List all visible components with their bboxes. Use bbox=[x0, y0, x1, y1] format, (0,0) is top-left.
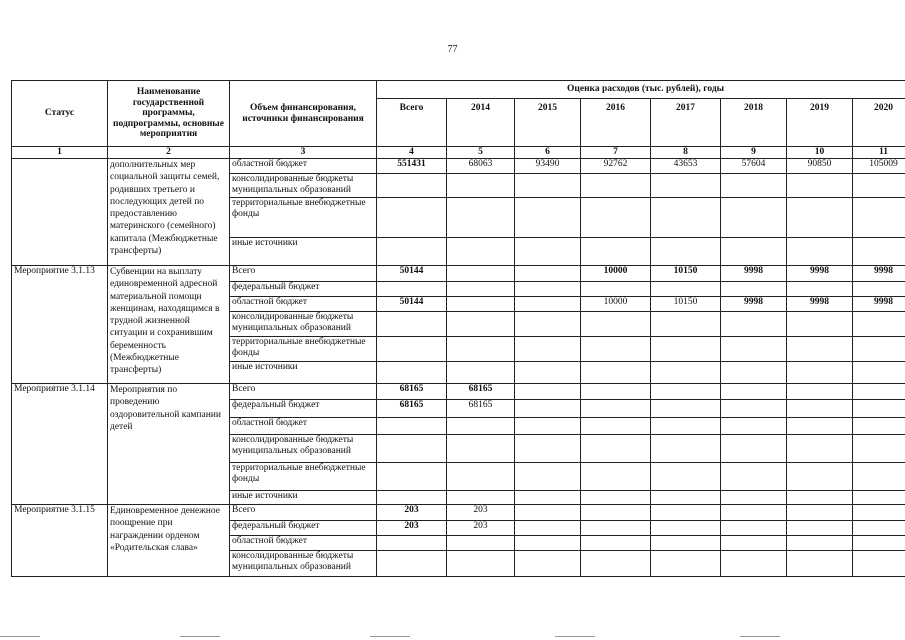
header-estimate: Оценка расходов (тыс. рублей), годы bbox=[377, 81, 905, 99]
value-cell bbox=[651, 312, 721, 337]
header-year: 2014 bbox=[447, 99, 515, 147]
table-body bbox=[12, 159, 905, 577]
value-cell: 203 bbox=[377, 521, 447, 536]
value-cell bbox=[447, 198, 515, 238]
value-cell bbox=[581, 198, 651, 238]
value-cell bbox=[787, 384, 853, 400]
value-cell bbox=[787, 491, 853, 505]
value-cell: 9998 bbox=[853, 266, 905, 282]
value-cell bbox=[581, 505, 651, 521]
value-cell bbox=[581, 551, 651, 577]
value-cell bbox=[515, 238, 581, 266]
value-cell: 43653 bbox=[651, 159, 721, 174]
value-cell bbox=[651, 282, 721, 297]
value-cell bbox=[447, 238, 515, 266]
value-cell bbox=[447, 435, 515, 463]
value-cell bbox=[721, 551, 787, 577]
value-cell bbox=[721, 505, 787, 521]
value-cell bbox=[787, 435, 853, 463]
funding-source: областной бюджет bbox=[230, 297, 377, 312]
funding-source: территориальные внебюджетные фонды bbox=[230, 198, 377, 238]
value-cell: 10000 bbox=[581, 266, 651, 282]
value-cell bbox=[853, 384, 905, 400]
value-cell bbox=[721, 384, 787, 400]
value-cell bbox=[853, 400, 905, 418]
value-cell bbox=[787, 400, 853, 418]
value-cell bbox=[721, 521, 787, 536]
value-cell bbox=[447, 282, 515, 297]
row-name: дополнительных мер социальной защиты семей, родивших третьего и последующих детей по предоставлению материнского (семейного) капитала (Межбюджетные трансферты) bbox=[108, 159, 230, 266]
value-cell: 9998 bbox=[721, 266, 787, 282]
table-row bbox=[12, 505, 905, 521]
value-cell bbox=[515, 198, 581, 238]
value-cell bbox=[377, 551, 447, 577]
value-cell: 9998 bbox=[787, 266, 853, 282]
value-cell bbox=[515, 551, 581, 577]
funding-source: Всего bbox=[230, 266, 377, 282]
value-cell bbox=[853, 505, 905, 521]
value-cell bbox=[377, 435, 447, 463]
value-cell bbox=[721, 238, 787, 266]
funding-source: иные источники bbox=[230, 238, 377, 266]
value-cell bbox=[377, 312, 447, 337]
value-cell bbox=[515, 418, 581, 435]
header-year: 2019 bbox=[787, 99, 853, 147]
value-cell bbox=[515, 282, 581, 297]
value-cell: 10150 bbox=[651, 266, 721, 282]
value-cell bbox=[651, 337, 721, 362]
header-year: 2018 bbox=[721, 99, 787, 147]
budget-table bbox=[11, 80, 905, 577]
funding-source: областной бюджет bbox=[230, 418, 377, 435]
page-number: 77 bbox=[447, 44, 458, 55]
row-name: Субвенции на выплату единовременной адресной материальной помощи женщинам, находящимся в трудной жизненной ситуации и сохранившим беременность (Межбюджетные трансферты) bbox=[108, 266, 230, 384]
funding-source: консолидированные бюджеты муниципальных образований bbox=[230, 435, 377, 463]
header-status: Статус bbox=[12, 81, 108, 147]
value-cell bbox=[447, 536, 515, 551]
value-cell bbox=[515, 312, 581, 337]
value-cell bbox=[651, 551, 721, 577]
row-status bbox=[12, 159, 108, 266]
value-cell bbox=[651, 521, 721, 536]
value-cell bbox=[853, 362, 905, 384]
value-cell: 9998 bbox=[787, 297, 853, 312]
value-cell bbox=[651, 418, 721, 435]
funding-source: федеральный бюджет bbox=[230, 521, 377, 536]
value-cell bbox=[787, 282, 853, 297]
value-cell bbox=[853, 463, 905, 491]
column-index-cell: 10 bbox=[787, 147, 853, 159]
value-cell bbox=[651, 505, 721, 521]
value-cell: 105009 bbox=[853, 159, 905, 174]
value-cell: 68165 bbox=[377, 384, 447, 400]
value-cell bbox=[787, 551, 853, 577]
value-cell bbox=[651, 491, 721, 505]
funding-source: консолидированные бюджеты муниципальных образований bbox=[230, 312, 377, 337]
funding-source: Всего bbox=[230, 384, 377, 400]
value-cell bbox=[515, 463, 581, 491]
header-year: 2020 bbox=[853, 99, 905, 147]
value-cell: 9998 bbox=[853, 297, 905, 312]
value-cell bbox=[787, 418, 853, 435]
funding-source: Всего bbox=[230, 505, 377, 521]
value-cell bbox=[721, 491, 787, 505]
value-cell bbox=[721, 463, 787, 491]
value-cell bbox=[853, 312, 905, 337]
value-cell: 92762 bbox=[581, 159, 651, 174]
column-index-cell: 4 bbox=[377, 147, 447, 159]
funding-source: территориальные внебюджетные фонды bbox=[230, 463, 377, 491]
value-cell: 68165 bbox=[447, 400, 515, 418]
value-cell bbox=[787, 463, 853, 491]
value-cell bbox=[721, 400, 787, 418]
value-cell bbox=[447, 337, 515, 362]
value-cell bbox=[853, 418, 905, 435]
funding-source: федеральный бюджет bbox=[230, 400, 377, 418]
value-cell: 9998 bbox=[721, 297, 787, 312]
value-cell bbox=[721, 198, 787, 238]
value-cell bbox=[651, 198, 721, 238]
value-cell bbox=[853, 282, 905, 297]
value-cell bbox=[515, 491, 581, 505]
header-name: Наименование государственной программы, подпрограммы, основные мероприятия bbox=[108, 81, 230, 147]
value-cell: 203 bbox=[377, 505, 447, 521]
value-cell bbox=[853, 491, 905, 505]
value-cell bbox=[721, 435, 787, 463]
value-cell bbox=[377, 463, 447, 491]
column-index-cell: 2 bbox=[108, 147, 230, 159]
funding-source: областной бюджет bbox=[230, 536, 377, 551]
value-cell bbox=[853, 238, 905, 266]
value-cell bbox=[651, 384, 721, 400]
value-cell: 50144 bbox=[377, 266, 447, 282]
value-cell bbox=[651, 400, 721, 418]
table-row bbox=[12, 384, 905, 400]
value-cell bbox=[787, 312, 853, 337]
value-cell bbox=[721, 418, 787, 435]
value-cell bbox=[581, 312, 651, 337]
value-cell bbox=[377, 282, 447, 297]
table-row bbox=[12, 159, 905, 174]
value-cell bbox=[377, 491, 447, 505]
value-cell bbox=[447, 463, 515, 491]
value-cell bbox=[651, 435, 721, 463]
value-cell bbox=[515, 362, 581, 384]
value-cell bbox=[853, 551, 905, 577]
value-cell: 93490 bbox=[515, 159, 581, 174]
value-cell bbox=[853, 435, 905, 463]
value-cell bbox=[515, 521, 581, 536]
value-cell bbox=[515, 536, 581, 551]
funding-source: консолидированные бюджеты муниципальных образований bbox=[230, 174, 377, 198]
value-cell bbox=[447, 297, 515, 312]
column-index-cell: 7 bbox=[581, 147, 651, 159]
value-cell: 68165 bbox=[377, 400, 447, 418]
value-cell bbox=[853, 536, 905, 551]
value-cell bbox=[787, 536, 853, 551]
value-cell bbox=[787, 362, 853, 384]
funding-source: федеральный бюджет bbox=[230, 282, 377, 297]
value-cell bbox=[787, 174, 853, 198]
funding-source: иные источники bbox=[230, 362, 377, 384]
header-total: Всего bbox=[377, 99, 447, 147]
value-cell bbox=[787, 337, 853, 362]
value-cell bbox=[651, 536, 721, 551]
value-cell bbox=[787, 505, 853, 521]
value-cell bbox=[787, 521, 853, 536]
value-cell: 203 bbox=[447, 505, 515, 521]
header-year: 2017 bbox=[651, 99, 721, 147]
value-cell bbox=[377, 536, 447, 551]
value-cell bbox=[853, 198, 905, 238]
value-cell bbox=[721, 282, 787, 297]
value-cell bbox=[377, 337, 447, 362]
value-cell bbox=[721, 536, 787, 551]
value-cell bbox=[447, 418, 515, 435]
value-cell bbox=[787, 198, 853, 238]
value-cell bbox=[581, 400, 651, 418]
value-cell bbox=[651, 362, 721, 384]
value-cell bbox=[581, 174, 651, 198]
value-cell: 57604 bbox=[721, 159, 787, 174]
funding-source: иные источники bbox=[230, 491, 377, 505]
funding-source: областной бюджет bbox=[230, 159, 377, 174]
value-cell bbox=[515, 174, 581, 198]
row-name: Единовременное денежное поощрение при награждении орденом «Родительская слава» bbox=[108, 505, 230, 577]
funding-source: консолидированные бюджеты муниципальных образований bbox=[230, 551, 377, 577]
value-cell bbox=[377, 198, 447, 238]
column-index-cell: 8 bbox=[651, 147, 721, 159]
value-cell: 10000 bbox=[581, 297, 651, 312]
value-cell bbox=[515, 297, 581, 312]
value-cell bbox=[721, 337, 787, 362]
value-cell bbox=[515, 435, 581, 463]
column-index-cell: 1 bbox=[12, 147, 108, 159]
value-cell bbox=[721, 362, 787, 384]
value-cell bbox=[853, 521, 905, 536]
value-cell bbox=[581, 384, 651, 400]
value-cell bbox=[515, 505, 581, 521]
column-index-cell: 11 bbox=[853, 147, 905, 159]
value-cell bbox=[377, 362, 447, 384]
value-cell: 90850 bbox=[787, 159, 853, 174]
value-cell bbox=[651, 238, 721, 266]
value-cell bbox=[515, 266, 581, 282]
value-cell bbox=[651, 174, 721, 198]
value-cell bbox=[581, 491, 651, 505]
value-cell bbox=[581, 238, 651, 266]
value-cell bbox=[447, 266, 515, 282]
column-index-cell: 6 bbox=[515, 147, 581, 159]
value-cell bbox=[377, 418, 447, 435]
value-cell bbox=[581, 282, 651, 297]
value-cell bbox=[853, 174, 905, 198]
value-cell bbox=[581, 463, 651, 491]
column-index-cell: 3 bbox=[230, 147, 377, 159]
header-funding: Объем финансирования, источники финансирования bbox=[230, 81, 377, 147]
value-cell: 203 bbox=[447, 521, 515, 536]
value-cell bbox=[447, 312, 515, 337]
row-name: Мероприятия по проведению оздоровительной кампании детей bbox=[108, 384, 230, 505]
value-cell bbox=[515, 384, 581, 400]
value-cell: 68063 bbox=[447, 159, 515, 174]
value-cell bbox=[581, 521, 651, 536]
value-cell: 551431 bbox=[377, 159, 447, 174]
value-cell bbox=[447, 551, 515, 577]
value-cell bbox=[515, 400, 581, 418]
value-cell: 50144 bbox=[377, 297, 447, 312]
value-cell bbox=[581, 418, 651, 435]
value-cell bbox=[787, 238, 853, 266]
value-cell bbox=[721, 174, 787, 198]
value-cell bbox=[853, 337, 905, 362]
value-cell bbox=[581, 435, 651, 463]
value-cell bbox=[651, 463, 721, 491]
header-year: 2015 bbox=[515, 99, 581, 147]
table-row bbox=[12, 266, 905, 282]
column-index-cell: 9 bbox=[721, 147, 787, 159]
header-year: 2016 bbox=[581, 99, 651, 147]
value-cell bbox=[721, 312, 787, 337]
value-cell bbox=[447, 362, 515, 384]
value-cell: 10150 bbox=[651, 297, 721, 312]
value-cell bbox=[447, 174, 515, 198]
value-cell bbox=[581, 337, 651, 362]
value-cell bbox=[581, 362, 651, 384]
value-cell bbox=[447, 491, 515, 505]
row-status: Мероприятие 3.1.14 bbox=[12, 384, 108, 505]
column-index-cell: 5 bbox=[447, 147, 515, 159]
row-status: Мероприятие 3.1.15 bbox=[12, 505, 108, 577]
value-cell bbox=[377, 238, 447, 266]
funding-source: территориальные внебюджетные фонды bbox=[230, 337, 377, 362]
value-cell bbox=[515, 337, 581, 362]
value-cell: 68165 bbox=[447, 384, 515, 400]
row-status: Мероприятие 3.1.13 bbox=[12, 266, 108, 384]
value-cell bbox=[377, 174, 447, 198]
column-index-row bbox=[12, 147, 905, 159]
value-cell bbox=[581, 536, 651, 551]
